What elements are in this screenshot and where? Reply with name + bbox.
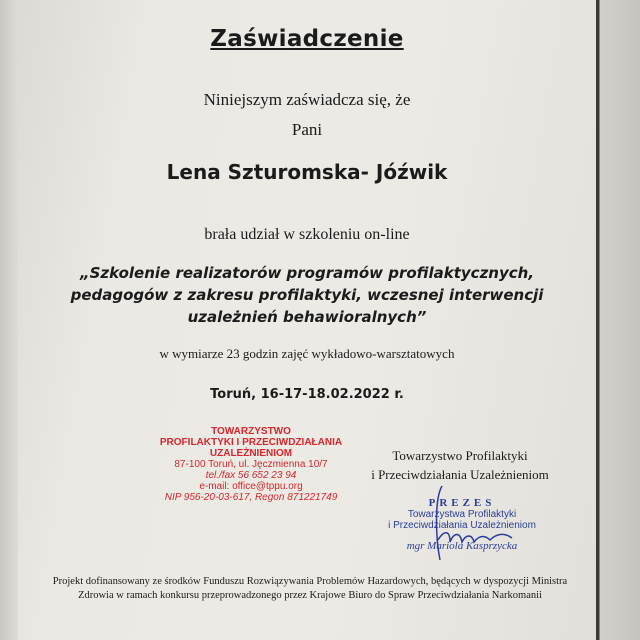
stamp-line: e-mail: office@tppu.org	[199, 481, 303, 492]
organization-stamp	[148, 426, 354, 503]
course-line: uzależnień behawioralnych”	[187, 308, 427, 326]
recipient-name: Lena Szturomska- Jóźwik	[166, 160, 448, 184]
organization-name	[360, 446, 560, 484]
stamp-line: NIP 956-20-03-617, Regon 871221749	[164, 492, 338, 503]
salutation: Pani	[291, 120, 323, 139]
stamp-line: PROFILAKTYKI I PRZECIWDZIAŁANIA	[159, 437, 343, 448]
stamp-line: 87-100 Toruń, ul. Jęczmienna 10/7	[174, 459, 328, 470]
course-line: „Szkolenie realizatorów programów profilaktycznych,	[79, 264, 535, 282]
stamp-line: UZALEŻNIENIOM	[209, 448, 293, 459]
participation-text: brała udział w szkoleniu on-line	[204, 226, 410, 243]
course-title	[18, 262, 596, 328]
signer-name: mgr Mariola Kasprzycka	[406, 540, 518, 552]
footer-line: Projekt dofinansowany ze środków Funduszu Rozwiązywania Problemów Hazardowych, będących w dyspozycji Ministra	[52, 576, 568, 587]
paper-edge	[0, 0, 18, 640]
hours-text: w wymiarze 23 godzin zajęć wykładowo-warsztatowych	[159, 346, 455, 361]
footer-line: Zdrowia w ramach konkursu przeprowadzonego przez Krajowe Biuro do Spraw Przeciwdziałania Narkomanii	[78, 590, 542, 601]
funding-note	[30, 575, 590, 603]
prez-line: Towarzystwa Profilaktyki	[407, 509, 517, 520]
intro-text: Niniejszym zaświadcza się, że	[203, 90, 411, 109]
org-line: Towarzystwo Profilaktyki	[392, 448, 528, 463]
signature-icon	[420, 480, 540, 570]
certificate-title: Zaświadczenie	[210, 26, 404, 52]
stamp-line: TOWARZYSTWO	[211, 426, 291, 437]
background-right	[596, 0, 640, 640]
org-line: i Przeciwdziałania Uzależnieniom	[371, 467, 549, 482]
course-line: pedagogów z zakresu profilaktyki, wczesnej interwencji	[70, 286, 544, 304]
prez-title: PREZES	[428, 497, 496, 509]
place-date: Toruń, 16-17-18.02.2022 r.	[210, 387, 404, 402]
stamp-line: tel./fax 56 652 23 94	[205, 470, 297, 481]
prez-line: i Przeciwdziałania Uzależnieniom	[388, 520, 536, 531]
